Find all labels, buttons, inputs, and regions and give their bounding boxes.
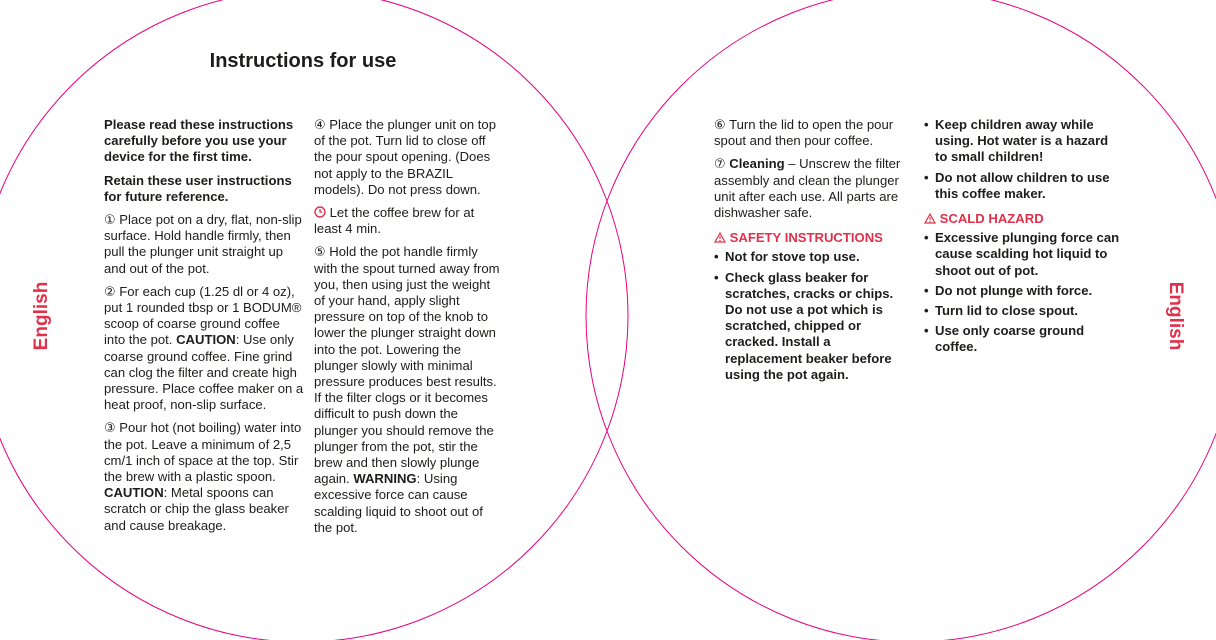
language-label-left: English <box>31 281 52 351</box>
step-4 <box>314 117 504 198</box>
safety-item: • Keep children away while using. Hot water is a hazard to small children! <box>924 117 1124 166</box>
step-2-text: For each cup (1.25 dl or 4 oz), put 1 rounded tbsp or 1 BODUM® scoop of coarse ground coffee into the pot. <box>104 283 302 348</box>
safety-list-continued <box>924 117 1124 202</box>
step-5-warning: WARNING <box>353 471 417 487</box>
step-3-caution: CAUTION <box>104 485 164 501</box>
scald-list <box>924 230 1124 355</box>
step-5 <box>314 244 504 536</box>
step-1 <box>104 212 304 277</box>
step-3-text: Pour hot (not boiling) water into the pot. Leave a minimum of 2,5 cm/1 inch of space at the top. Stir the brew with a plastic spoon. <box>104 420 302 485</box>
intro-retain: Retain these user instructions for future reference. <box>104 172 292 204</box>
safety-item: • Not for stove top use. <box>714 249 910 265</box>
safety-heading-row <box>714 230 910 246</box>
safety-list <box>714 249 910 383</box>
scald-heading-row <box>924 211 1124 227</box>
step-2-caution: CAUTION <box>176 332 236 348</box>
step-brew-time <box>314 205 504 237</box>
column-1 <box>104 117 304 534</box>
intro-read: Please read these instructions carefully before you use your device for the first time. <box>104 117 294 165</box>
warning-icon <box>714 230 730 245</box>
step-7-text: – Unscrew the filter assembly and clean the plunger unit after each use. All parts are dishwasher safe. <box>714 156 901 221</box>
scald-item: • Do not plunge with force. <box>924 283 1124 299</box>
step-7 <box>714 156 910 221</box>
step-2-number: ② <box>104 283 116 299</box>
clock-icon <box>314 205 330 220</box>
step-6-text: Turn the lid to open the pour spout and then pour coffee. <box>714 117 894 149</box>
step-6-number: ⑥ <box>714 117 726 132</box>
step-3-caution-text: : Metal spoons can scratch or chip the glass beaker and cause breakage. <box>104 485 289 533</box>
scald-item: • Use only coarse ground coffee. <box>924 323 1124 355</box>
scald-item: • Turn lid to close spout. <box>924 303 1124 319</box>
scald-item: • Excessive plunging force can cause scalding hot liquid to shoot out of pot. <box>924 230 1124 279</box>
step-5-text: Hold the pot handle firmly with the spout turned away from you, then using just the weight of your hand, apply slight pressure on top of the knob to lower the plunger straight down into the pot. Lowering the plunger slowly with minimal pressure produces best results. If the filter clogs or it becomes difficult to push down the plunger you should remove the plunger from the pot, stir the brew and then slowly plunge again. <box>314 244 500 487</box>
step-4-number: ④ <box>314 117 326 132</box>
step-2 <box>104 284 304 414</box>
safety-item: • Do not allow children to use this coffee maker. <box>924 170 1124 202</box>
column-3 <box>714 117 910 383</box>
warning-icon <box>924 211 940 226</box>
step-3-number: ③ <box>104 420 116 436</box>
step-1-text: Place pot on a dry, flat, non-slip surface. Hold handle firmly, then pull the plunger unit straight up and out of the pot. <box>104 212 302 276</box>
page-title: Instructions for use <box>209 50 397 72</box>
column-4 <box>924 117 1124 356</box>
step-1-number: ① <box>104 212 116 228</box>
step-6 <box>714 117 910 149</box>
step-7-number: ⑦ <box>714 156 726 172</box>
step-2-caution-text: : Use only coarse ground coffee. Fine grind can clog the filter and create high pressure. Place coffee maker on a heat proof, non-slip surface. <box>104 332 304 413</box>
step-3 <box>104 420 304 533</box>
column-2 <box>314 117 504 536</box>
step-5-warning-text: : Using excessive force can cause scalding liquid to shoot out of the pot. <box>314 471 483 535</box>
safety-item: • Check glass beaker for scratches, cracks or chips. Do not use a pot which is scratched, chipped or cracked. Install a replacement beaker before using the pot again. <box>714 270 910 383</box>
step-7-heading: Cleaning <box>729 156 785 172</box>
step-brew-time-text: Let the coffee brew for at least 4 min. <box>314 205 475 237</box>
step-4-text: Place the plunger unit on top of the pot. Turn lid to close off the pour spout opening. (Does not apply to the BRAZIL models). Do not press down. <box>314 117 496 197</box>
scald-heading: SCALD HAZARD <box>939 211 1044 227</box>
safety-heading: SAFETY INSTRUCTIONS <box>729 230 883 246</box>
language-label-right: English <box>1165 281 1186 351</box>
step-5-number: ⑤ <box>314 244 326 260</box>
